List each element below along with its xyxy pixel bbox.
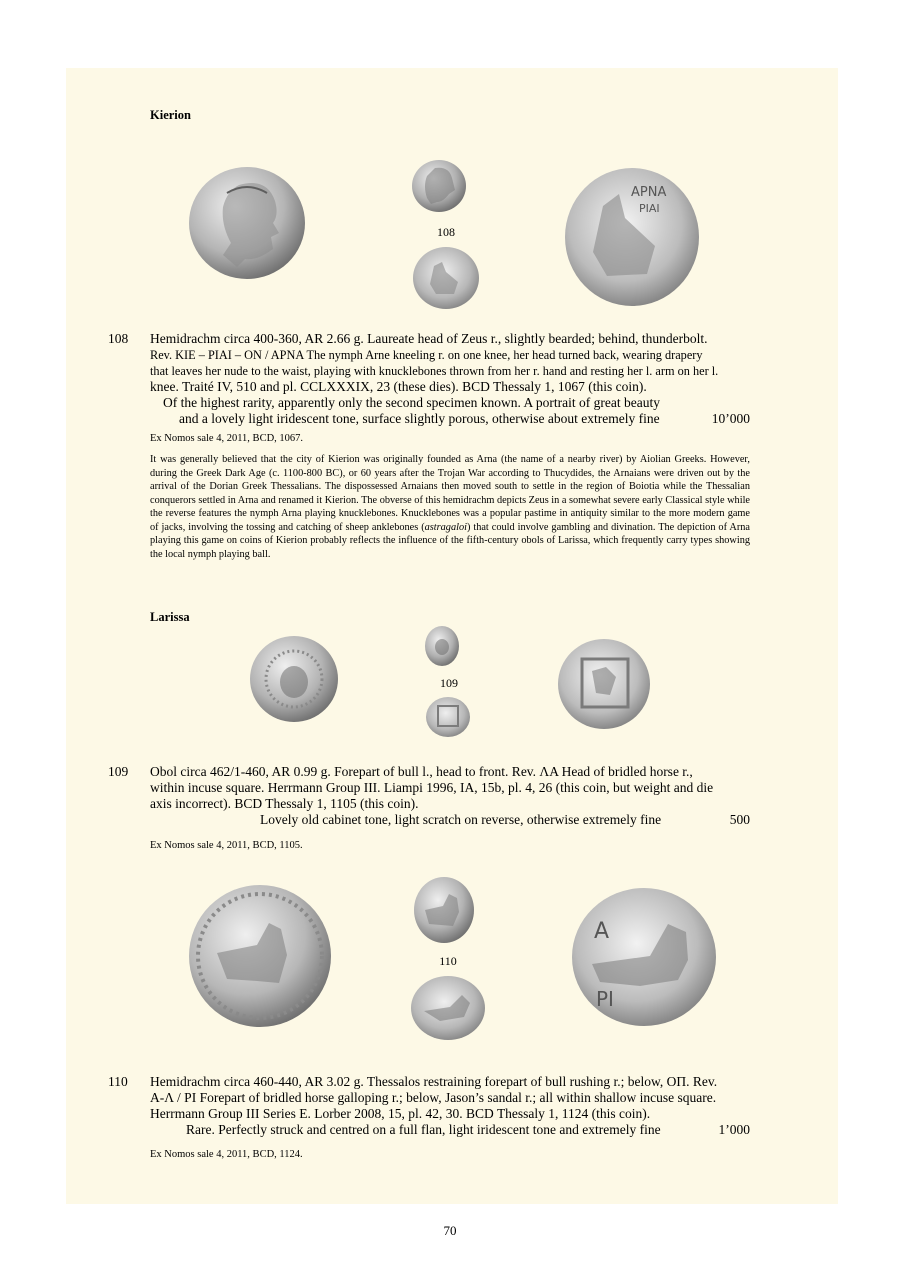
- description-line: Rev. KIE – PIAI – ON / APNA The nymph Arne kneeling r. on one knee, her head turned back, wearing drapery: [150, 348, 703, 362]
- svg-text:PIAI: PIAI: [639, 202, 660, 215]
- description-line: Hemidrachm circa 460-440, AR 3.02 g. Thessalos restraining forepart of bull rushing r.; below, OΠ. Rev.: [150, 1074, 718, 1089]
- note-italic: astragaloi: [424, 521, 467, 533]
- description-line: knee. Traité IV, 510 and pl. CCLXXXIX, 23 (these dies). BCD Thessaly 1, 1067 (this coin).: [150, 379, 647, 394]
- lot-estimate: 500: [729, 812, 750, 827]
- lot-provenance: Ex Nomos sale 4, 2011, BCD, 1105.: [150, 840, 303, 851]
- coin-number-108: 108: [437, 225, 455, 239]
- note-text: It was generally believed that the city of Kierion was originally founded as Arna (the name of a nearby river) by Aiolian Greeks. However, during the Greek Dark Age (c. 1100-800 BC), or 60 years after the Trojan War according to Thucydides, the Arnaians were driven out by the arrival of the Dorian Greek Thessalians. The dispossessed Arnaians then moved south to settle in the region of Boiotia while the Thessalian conquerors settled in Arna and renamed it Kierion. The obverse of this hemidrachm depicts Zeus in a somewhat severe early Classical style while the reverse features the nymph Arna playing knucklebones. Knucklebones was a popular pastime in antiquity similar to the more modern game of jacks, involving the tossing and catching of sheep anklebones (: [150, 454, 750, 533]
- coin-number-109: 109: [440, 676, 458, 690]
- coin-108-obverse-large: [187, 163, 307, 283]
- description-line: A-Λ / PI Forepart of bridled horse galloping r.; below, Jason’s sandal r.; all within shallow incuse square.: [150, 1090, 717, 1105]
- grade-line: Rare. Perfectly struck and centred on a full flan, light iridescent tone and extremely fine: [186, 1122, 661, 1137]
- coin-110-reverse-large: [570, 886, 718, 1028]
- description-line: Hemidrachm circa 400-360, AR 2.66 g. Laureate head of Zeus r., slightly bearded; behind, thunderbolt.: [150, 331, 708, 346]
- description-line: Herrmann Group III Series E. Lorber 2008, 15, pl. 42, 30. BCD Thessaly 1, 1124 (this coin).: [150, 1106, 651, 1121]
- description-line: within incuse square. Herrmann Group III. Liampi 1996, IA, 15b, pl. 4, 26 (this coin, but weight and die: [150, 780, 714, 795]
- lot-number: 110: [108, 1074, 128, 1089]
- page-number: 70: [443, 1223, 457, 1238]
- lot-provenance: Ex Nomos sale 4, 2011, BCD, 1067.: [150, 433, 304, 444]
- grade-line: and a lovely light iridescent tone, surface slightly porous, otherwise about extremely fine: [179, 411, 660, 426]
- coin-109-reverse-small: [425, 696, 471, 738]
- section-title-kierion: Kierion: [150, 108, 191, 122]
- coin-109-obverse-large: [248, 634, 340, 724]
- svg-text:PI: PI: [596, 987, 614, 1011]
- coin-109-reverse-large: [556, 637, 652, 731]
- section-title-larissa: Larissa: [150, 610, 190, 624]
- lot-grade: [150, 812, 750, 828]
- coin-110-obverse-large: [187, 883, 333, 1029]
- lot-description: [150, 764, 750, 812]
- note-text: ) that could involve gambling and divination. The depiction of Arna playing this game on coins of Kierion probably reflects the influence of the fifth-century obols of Larissa, which frequently carry types showing the local nymph playing ball.: [150, 521, 750, 560]
- coin-108-reverse-small: [412, 246, 480, 310]
- description-line: Obol circa 462/1-460, AR 0.99 g. Forepart of bull l., head to front. Rev. ΛA Head of bridled horse r.,: [150, 764, 693, 779]
- coin-109-obverse-small: [424, 625, 460, 667]
- lot-grade: [150, 395, 750, 427]
- description-line: that leaves her nude to the waist, playing with knucklebones thrown from her r. hand and resting her l. arm on her l.: [150, 364, 719, 378]
- coin-108-reverse-large: [563, 166, 701, 308]
- lot-estimate: 1’000: [718, 1122, 750, 1137]
- lot-number: 109: [108, 764, 129, 779]
- lot-commentary: [150, 453, 750, 561]
- grade-line: Of the highest rarity, apparently only the second specimen known. A portrait of great beauty: [163, 395, 660, 410]
- svg-text:A: A: [594, 919, 610, 944]
- coin-number-110: 110: [439, 954, 457, 968]
- lot-provenance: Ex Nomos sale 4, 2011, BCD, 1124.: [150, 1149, 303, 1160]
- coin-110-obverse-small: [413, 876, 475, 944]
- lot-estimate: 10’000: [711, 411, 750, 426]
- coin-110-reverse-small: [410, 975, 486, 1041]
- description-line: axis incorrect). BCD Thessaly 1, 1105 (this coin).: [150, 796, 419, 811]
- lot-number: 108: [108, 331, 129, 346]
- coin-108-obverse-small: [411, 158, 467, 214]
- lot-description: [150, 331, 750, 395]
- grade-line: Lovely old cabinet tone, light scratch on reverse, otherwise extremely fine: [260, 812, 662, 827]
- svg-text:APNA: APNA: [631, 185, 667, 200]
- lot-grade: [150, 1122, 750, 1138]
- lot-description: [150, 1074, 750, 1122]
